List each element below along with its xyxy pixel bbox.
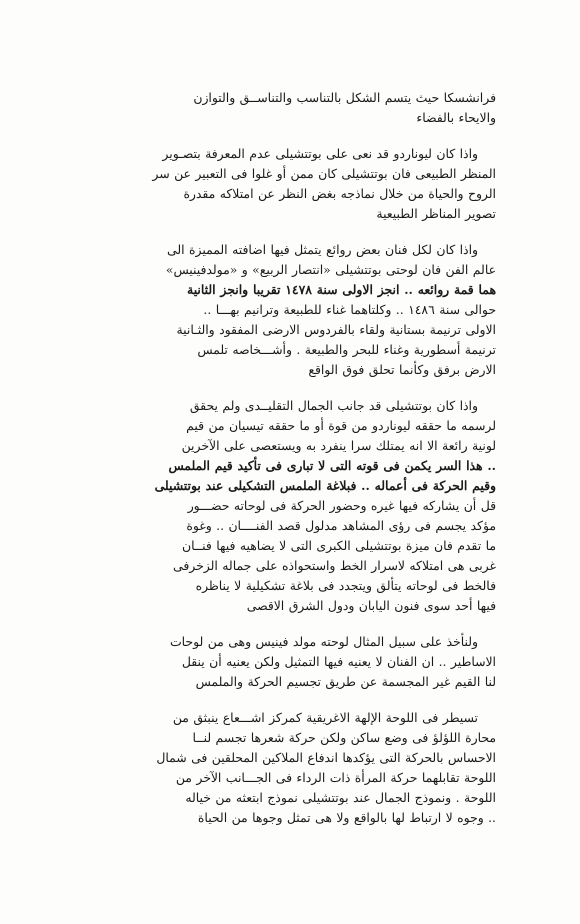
text-line: واذا كان ليوناردو قد نعى على بوتتشيلى عدم المعرفة بتصـوير	[162, 146, 478, 161]
text-line: والايحاء بالفضاء	[416, 110, 496, 125]
text-line: واذا كان بوتتشيلى قد جانب الجمال التقليــدى ولم يحقق	[189, 398, 478, 413]
text-line: ولنأخذ على سبيل المثال لوحته مولد فينيس وهى من لوحات	[169, 634, 478, 649]
text-line: الارض برفق وكأنما تحلق فوق الواقع	[308, 362, 496, 377]
paragraph-4	[92, 396, 496, 616]
text-line: .. هذا السر يكمن فى قوته التى لا تبارى فى تأكيد قيم الملمس	[168, 458, 496, 473]
text-line: ترنيمة أسطورية وغناء للبحر والطبيعة . وأشـــخاصه تلمس	[197, 342, 496, 357]
text-line: تسيطر فى اللوحة الإلهة الاغريقية كمركز اشـــعاع ينبثق من	[172, 710, 478, 725]
text-line: الاساطير .. ان الفنان لا يعنيه فيها التمثيل ولكن يعنيه أن ينقل	[181, 654, 496, 669]
text-line: عالم الفن فان لوحتى بوتتشيلى «انتصار الربيع» و «مولدفينيس»	[165, 262, 496, 277]
text-line: لرسمه ما حققه ليوناردو من قوة أو ما حققه تيسيان من قيم	[186, 418, 496, 433]
text-line: الاحساس بالحركة التى يؤكدها اندفاع الملاكين المحلقين فى شمال	[156, 750, 496, 765]
paragraph-2	[92, 144, 496, 224]
paragraph-5	[92, 632, 496, 692]
text-line: هما قمة روائعه .. انجز الاولى سنة ١٤٧٨ تقريبا وانجز الثانية	[187, 282, 496, 297]
paragraph-1	[92, 88, 496, 128]
text-line: الروح والحياة من خلال نماذجه بغض النظر عن امتلاكه مقدرة	[183, 186, 496, 201]
text-line: اللوحة . ونموذج الجمال عند بوتتشيلى نموذج ابتعثه من خياله	[185, 790, 496, 805]
text-line: فيها أحد سوى فنون اليابان ودول الشرق الاقصى	[246, 598, 496, 613]
text-line: الاولى ترنيمة بستانية ولقاء بالفردوس الارضى المفقود والثـانية	[176, 322, 496, 337]
text-line: واذا كان لكل فنان بعض روائع يتمثل فيها اضافته المميزة الى	[167, 242, 478, 257]
text-line: المنظر الطبيعى فان بوتتشيلى كان ممن أو غلوا فى التعبير عن سر	[152, 166, 496, 181]
text-line: ما تقدم فان ميزة بوتتشيلى الكبرى التى لا يضاهيه فيها فنــان	[182, 538, 496, 553]
text-line: لونية رائعة الا انه يمتلك سرا ينفرد به ويستعصى على الآخرين	[181, 438, 496, 453]
paragraph-6	[92, 708, 496, 828]
text-line: .. وجوه لا ارتباط لها بالواقع ولا هى تمثل وجوها من الحياة	[197, 810, 496, 825]
text-line: فرانشسكا حيث يتسم الشكل بالتناسب والتناســق والتوازن	[193, 90, 496, 105]
text-line: قل أن يشاركه فيها غيره وحضور الحركة فى لوحاته حضـــور	[187, 498, 496, 513]
text-line: وقيم الحركة فى أعماله .. فبلاغة الملمس التشكيلى عند بوتتشيلى	[154, 478, 496, 493]
text-line: حوالى سنة ١٤٨٦ .. وكلتاهما غناء للطبيعة وترانيم بهـــا ..	[203, 302, 496, 317]
text-line: محارة اللؤلؤ فى وضع ساكن ولكن حركة شعرها تجسم لنــا	[192, 730, 496, 745]
paragraph-3	[92, 240, 496, 380]
text-line: تصوير المناظر الطبيعية	[376, 206, 496, 221]
text-line: لنا القيم غير المجسمة عن طريق تجسيم الحركة والملمس	[195, 674, 496, 689]
text-line: فالخط فى لوحاته يتألق ويتجدد فى بلاغة تشكيلية لا يناظره	[195, 578, 496, 593]
text-line: اللوحة تقابلهما حركة المرأة ذات الرداء فى الجـــانب الآخر من	[175, 770, 496, 785]
text-line: غربى هى امتلاكه لاسرار الخط واستحواذه على جماله الزخرفى	[173, 558, 496, 573]
text-line: مؤكد يجسم فى رؤى المشاهد مدلول قصد الفنــــان .. وغوة	[186, 518, 496, 533]
